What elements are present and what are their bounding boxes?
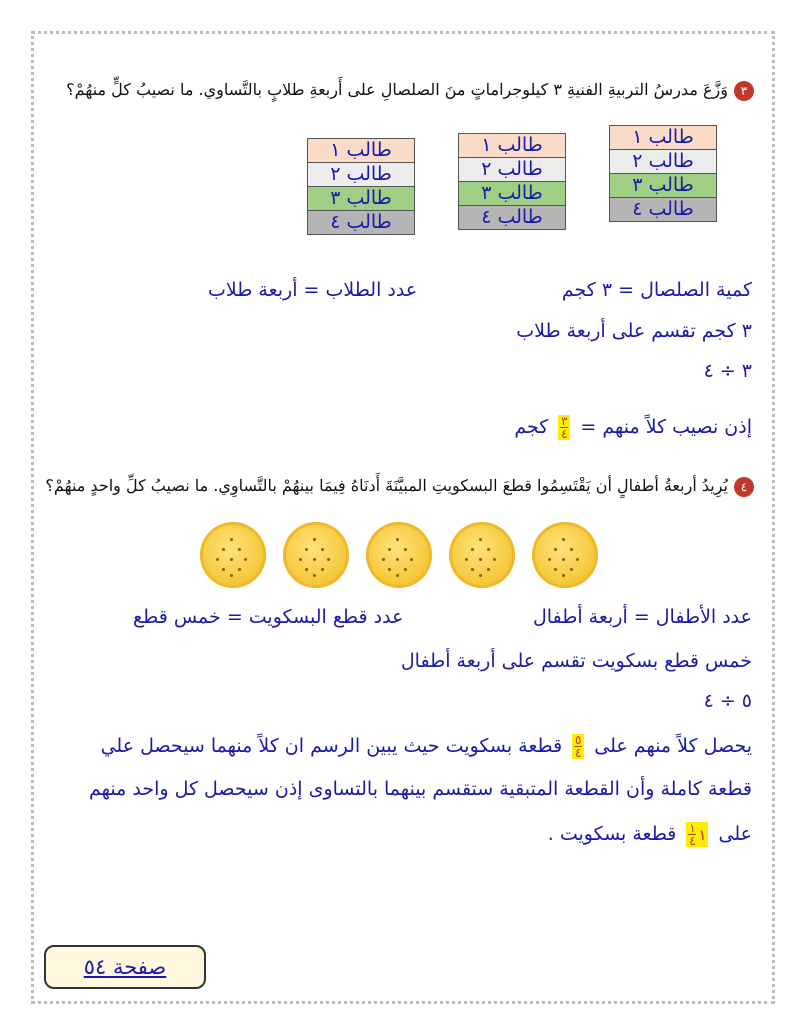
children-count: عدد الأطفال = أربعة أطفال <box>533 606 752 628</box>
question-1 <box>44 80 754 101</box>
final-prefix: على <box>718 823 752 845</box>
students-stack-2 <box>458 133 566 230</box>
numerator: ٣ <box>561 414 568 428</box>
fraction-five-quarters <box>572 734 584 759</box>
student-cell: طالب ٤ <box>308 211 414 234</box>
divide-statement-2: خمس قطع بسكويت تقسم على أربعة أطفال <box>400 650 752 672</box>
mixed-number-one-and-quarter <box>686 822 708 847</box>
students-count: عدد الطلاب = أربعة طلاب <box>208 279 418 301</box>
divide-statement-1: ٣ كجم تقسم على أربعة طلاب <box>516 320 752 342</box>
cookie-row <box>200 522 600 592</box>
numerator: ١ <box>689 821 696 835</box>
biscuit-icon <box>449 522 515 588</box>
question-number-badge: ٣ <box>734 81 754 101</box>
page-number-badge: صفحة ٥٤ <box>44 945 206 989</box>
student-cell: طالب ١ <box>610 126 716 150</box>
answer-1-prefix: إذن نصيب كلاً منهم = <box>580 416 752 438</box>
student-cell: طالب ٢ <box>610 150 716 174</box>
question-2-text: يُرِيدُ أربعةُ أطفالٍ أن يَقْتَسِمُوا قطعَ البسكويتِ المبيَّنَةَ أَدنَاهُ فِيمَا بينهُمْ بالتَّساوِي. ما نصيبُ كلِّ واحدٍ منهُمْ؟ <box>45 476 728 495</box>
student-cell: طالب ٤ <box>610 198 716 221</box>
biscuit-icon <box>200 522 266 588</box>
explanation-line-2: قطعة كاملة وأن القطعة المتبقية ستقسم بينهما بالتساوى إذن سيحصل كل واحد منهم <box>89 778 752 800</box>
question-2 <box>44 476 754 497</box>
whole-part: ١ <box>698 825 707 844</box>
explanation-prefix: يحصل كلاً منهم على <box>594 735 752 757</box>
denominator: ٤ <box>689 834 696 848</box>
numerator: ٥ <box>575 733 582 747</box>
division-1: ٣ ÷ ٤ <box>703 360 752 382</box>
question-1-text: وَزَّعَ مدرسُ التربيةِ الفنيةِ ٣ كيلوجراماتٍ منَ الصلصالِ على أَربعةِ طلابٍ بالتَّساوي. ما نصيبُ كلٍّ منهُمْ؟ <box>66 80 728 99</box>
answer-1 <box>514 415 752 440</box>
question-number-badge: ٤ <box>734 477 754 497</box>
biscuit-icon <box>366 522 432 588</box>
explanation-suffix: قطعة بسكويت حيث يبين الرسم ان كلاً منهما سيحصل علي <box>100 735 563 757</box>
answer-1-unit: كجم <box>514 416 549 438</box>
final-suffix: قطعة بسكويت . <box>547 823 677 845</box>
explanation-line-1 <box>101 734 752 759</box>
student-cell: طالب ١ <box>459 134 565 158</box>
division-2: ٥ ÷ ٤ <box>703 690 752 712</box>
student-cell: طالب ٤ <box>459 206 565 229</box>
denominator: ٤ <box>575 746 582 760</box>
biscuit-count: عدد قطع البسكويت = خمس قطع <box>133 606 404 628</box>
biscuit-icon <box>532 522 598 588</box>
clay-amount: كمية الصلصال = ٣ كجم <box>561 279 752 301</box>
student-cell: طالب ٢ <box>459 158 565 182</box>
student-cell: طالب ٣ <box>308 187 414 211</box>
students-stack-3 <box>609 125 717 222</box>
fraction-three-quarters <box>558 415 570 440</box>
biscuit-icon <box>283 522 349 588</box>
student-cell: طالب ٢ <box>308 163 414 187</box>
denominator: ٤ <box>561 427 568 441</box>
students-stack-1 <box>307 138 415 235</box>
student-cell: طالب ٣ <box>459 182 565 206</box>
explanation-line-3 <box>548 822 752 847</box>
student-cell: طالب ٣ <box>610 174 716 198</box>
student-cell: طالب ١ <box>308 139 414 163</box>
